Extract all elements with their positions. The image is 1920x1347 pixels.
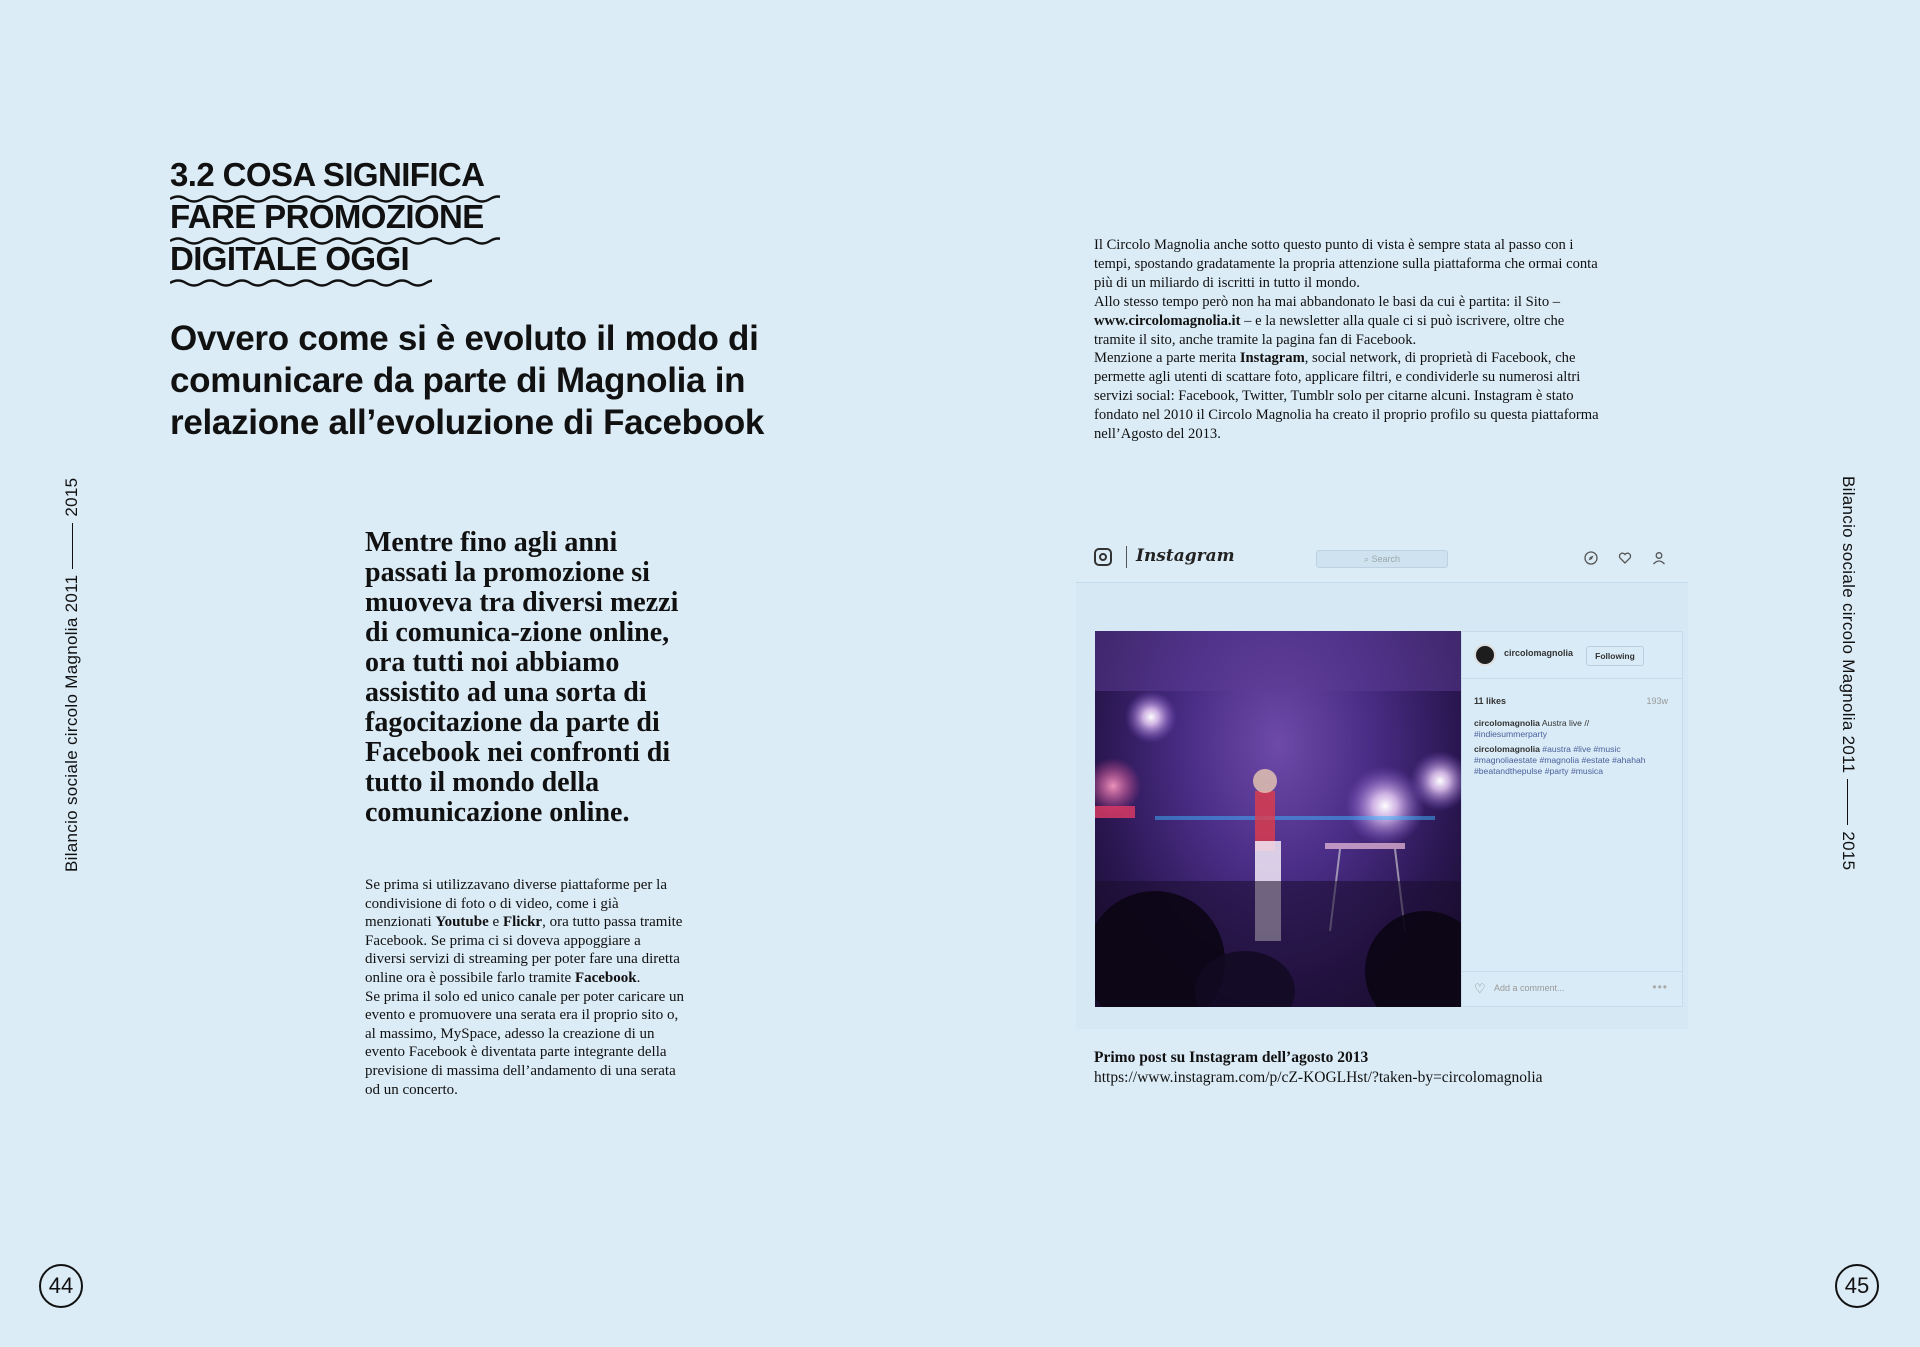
- heading-line-3: DIGITALE OGGI: [170, 238, 484, 280]
- caption-title: Primo post su Instagram dell’agosto 2013: [1094, 1049, 1369, 1066]
- instagram-post: [1076, 582, 1688, 1029]
- side-label-dash: [72, 523, 73, 569]
- intro-paragraph: Il Circolo Magnolia anche sotto questo punto di vista è sempre stata al passo con i tempi, spostando gradatamente la propria attenzione sulla piattaforma che ormai conta più di un miliardo di iscritti in tutto il mondo. Allo stesso tempo però non ha mai abbandonato le basi da cui è partita: il Sito – www.circolomagnolia.it – e la newsletter alla quale ci si può iscrivere, oltre che tramite il sito, anche tramite la pagina fan di Facebook. Menzione a parte merita Instagram, social network, di proprietà di Facebook, che permette agli utenti di scattare foto, applicare filtri, e condividerle su numerosi altri servizi social: Facebook, Twitter, Tumblr solo per citarne alcuni. Instagram è stato fondato nel 2010 il Circolo Magnolia ha creato il proprio profilo su questa piattaforma nell’Agosto del 2013.: [1094, 237, 1599, 443]
- pull-quote: Mentre fino agli anni passati la promozione si muoveva tra diversi mezzi di comunica-zione online, ora tutti noi abbiamo assistito ad una sorta di fagocitazione da parte di Facebook nei confronti di tutto il mondo della comunicazione online.: [365, 527, 679, 828]
- page-number-right: 45: [1835, 1264, 1879, 1308]
- caption-url: https://www.instagram.com/p/cZ-KOGLHst/?taken-by=circolomagnolia: [1094, 1068, 1543, 1086]
- avatar: [1474, 644, 1496, 666]
- post-details-panel: [1461, 631, 1683, 1007]
- instagram-logo-icon: [1094, 548, 1112, 566]
- side-label-left-text: Bilancio sociale circolo Magnolia 2011: [62, 574, 81, 872]
- heart-icon: ♡: [1474, 981, 1486, 996]
- website-link: www.circolomagnolia.it: [1094, 312, 1241, 329]
- user-icon: [1652, 551, 1666, 565]
- add-comment-field: Add a comment...: [1494, 983, 1565, 993]
- instagram-wordmark: Instagram: [1136, 546, 1235, 566]
- side-label-left-year: 2015: [62, 477, 81, 517]
- subtitle: Ovvero come si è evoluto il modo di comunicare da parte di Magnolia in relazione all’evoluzione di Facebook: [170, 319, 765, 442]
- concert-photo: [1095, 631, 1461, 1007]
- instagram-screenshot: [1076, 530, 1688, 1028]
- likes-count: 11 likes: [1474, 696, 1507, 706]
- figure-caption: [1094, 1048, 1654, 1087]
- compass-icon: [1584, 551, 1598, 565]
- side-label-right-text: Bilancio sociale circolo Magnolia 2011: [1839, 476, 1858, 774]
- wavy-underline: [170, 278, 432, 288]
- post-comment: circolomagnolia #austra #live #music #magnoliaestate #magnolia #estate #ahahah #beatandthepulse #party #musica: [1474, 744, 1646, 776]
- comment-row: [1462, 971, 1682, 1006]
- post-caption: circolomagnolia Austra live // #indiesummerparty: [1474, 718, 1590, 739]
- post-header: [1462, 632, 1682, 679]
- body-paragraph: Se prima si utilizzavano diverse piattaforme per la condivisione di foto o di video, come i già menzionati Youtube e Flickr, ora tutto passa tramite Facebook. Se prima ci si doveva appoggiare a diversi servizi di streaming per poter fare una diretta online ora è possibile farlo tramite Facebook. Se prima il solo ed unico canale per poter caricare un evento e promuovere una serata era il proprio sito o, al massimo, MySpace, adesso la creazione di un evento Facebook è diventata parte integrante della previsione di massima dell’andamento di una serata od un concerto.: [365, 877, 685, 1098]
- section-heading: [170, 154, 484, 280]
- following-button: Following: [1586, 646, 1644, 666]
- more-options-icon: •••: [1652, 980, 1668, 994]
- divider: [1126, 546, 1127, 568]
- page-number-left: 44: [39, 1264, 83, 1308]
- side-label-right-year: 2015: [1839, 831, 1858, 871]
- heading-line-2: FARE PROMOZIONE: [170, 196, 484, 238]
- search-input: ⌕ Search: [1316, 550, 1448, 568]
- side-label-right: [1838, 476, 1858, 870]
- side-label-left: [62, 478, 82, 872]
- post-age: 193w: [1646, 696, 1668, 706]
- instagram-topbar: [1076, 530, 1688, 582]
- side-label-dash: [1847, 779, 1848, 825]
- heart-icon: [1618, 551, 1632, 565]
- heading-line-1: 3.2 COSA SIGNIFICA: [170, 154, 484, 196]
- username: circolomagnolia: [1504, 648, 1574, 658]
